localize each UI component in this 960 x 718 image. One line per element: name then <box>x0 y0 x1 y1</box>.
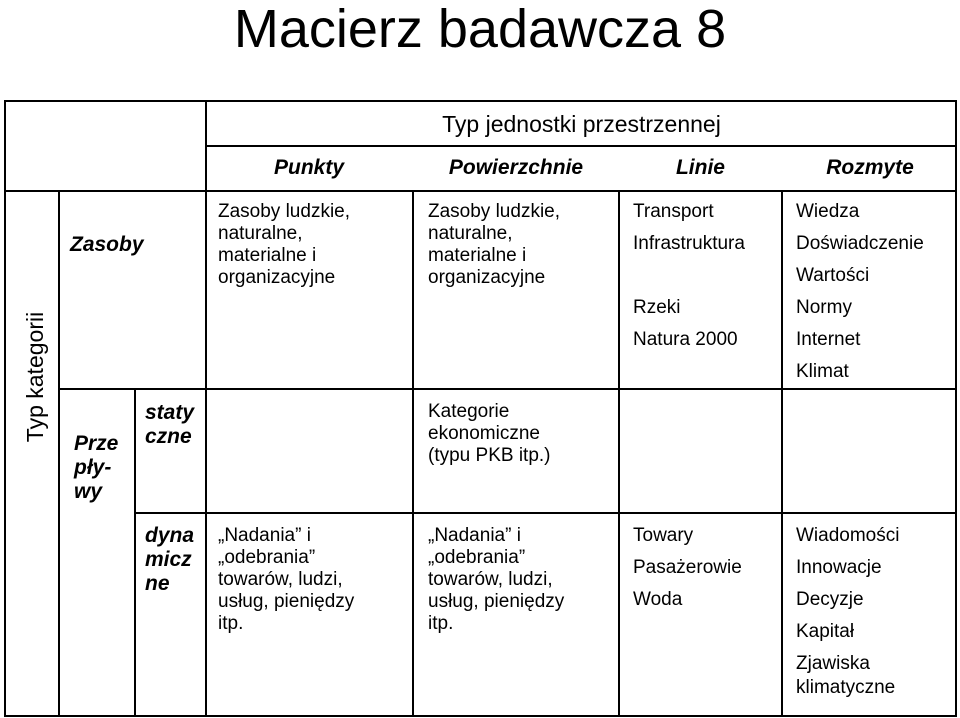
grid-line <box>60 388 957 390</box>
grid-line <box>58 190 60 717</box>
grid-line <box>4 190 957 192</box>
cell-dynamiczne-rozmyte: Wiadomości Innowacje Decyzje Kapitał Zjawiska klimatyczne <box>796 525 900 698</box>
grid-line <box>205 145 957 147</box>
cell-zasoby-powierzchnie: Zasoby ludzkie, naturalne, materialne i organizacyjne <box>428 201 561 288</box>
row-label-statyczne: staty czne <box>145 401 195 448</box>
spatial-unit-type-header: Typ jednostki przestrzennej <box>442 111 721 137</box>
grid-line <box>134 388 136 717</box>
grid-line <box>412 190 414 717</box>
page-title: Macierz badawcza 8 <box>233 0 727 59</box>
grid-line <box>618 190 620 717</box>
grid-line <box>134 512 957 514</box>
cell-dynamiczne-powierzchnie: „Nadania” i „odebrania” towarów, ludzi, usług, pieniędzy itp. <box>428 525 565 634</box>
cell-zasoby-linie: Transport Infrastruktura Rzeki Natura 2000 <box>633 201 745 350</box>
column-header-powierzchnie: Powierzchnie <box>448 156 584 179</box>
grid-line <box>781 190 783 717</box>
cell-dynamiczne-linie: Towary Pasażerowie Woda <box>633 525 742 610</box>
column-header-rozmyte: Rozmyte <box>826 156 914 179</box>
row-label-przeplywy: Prze pły- wy <box>74 432 119 503</box>
column-header-linie: Linie <box>675 156 725 179</box>
cell-dynamiczne-punkty: „Nadania” i „odebrania” towarów, ludzi, usług, pieniędzy itp. <box>218 525 355 634</box>
cell-zasoby-punkty: Zasoby ludzkie, naturalne, materialne i organizacyjne <box>218 201 351 288</box>
row-label-zasoby: Zasoby <box>70 233 144 256</box>
category-type-label: Typ kategorii <box>22 311 48 443</box>
column-header-punkty: Punkty <box>273 156 344 179</box>
row-label-dynamiczne: dyna micz ne <box>145 524 195 595</box>
cell-statyczne-powierzchnie: Kategorie ekonomiczne (typu PKB itp.) <box>428 401 551 466</box>
grid-line <box>205 100 207 717</box>
cell-zasoby-rozmyte: Wiedza Doświadczenie Wartości Normy Internet Klimat <box>796 201 924 382</box>
